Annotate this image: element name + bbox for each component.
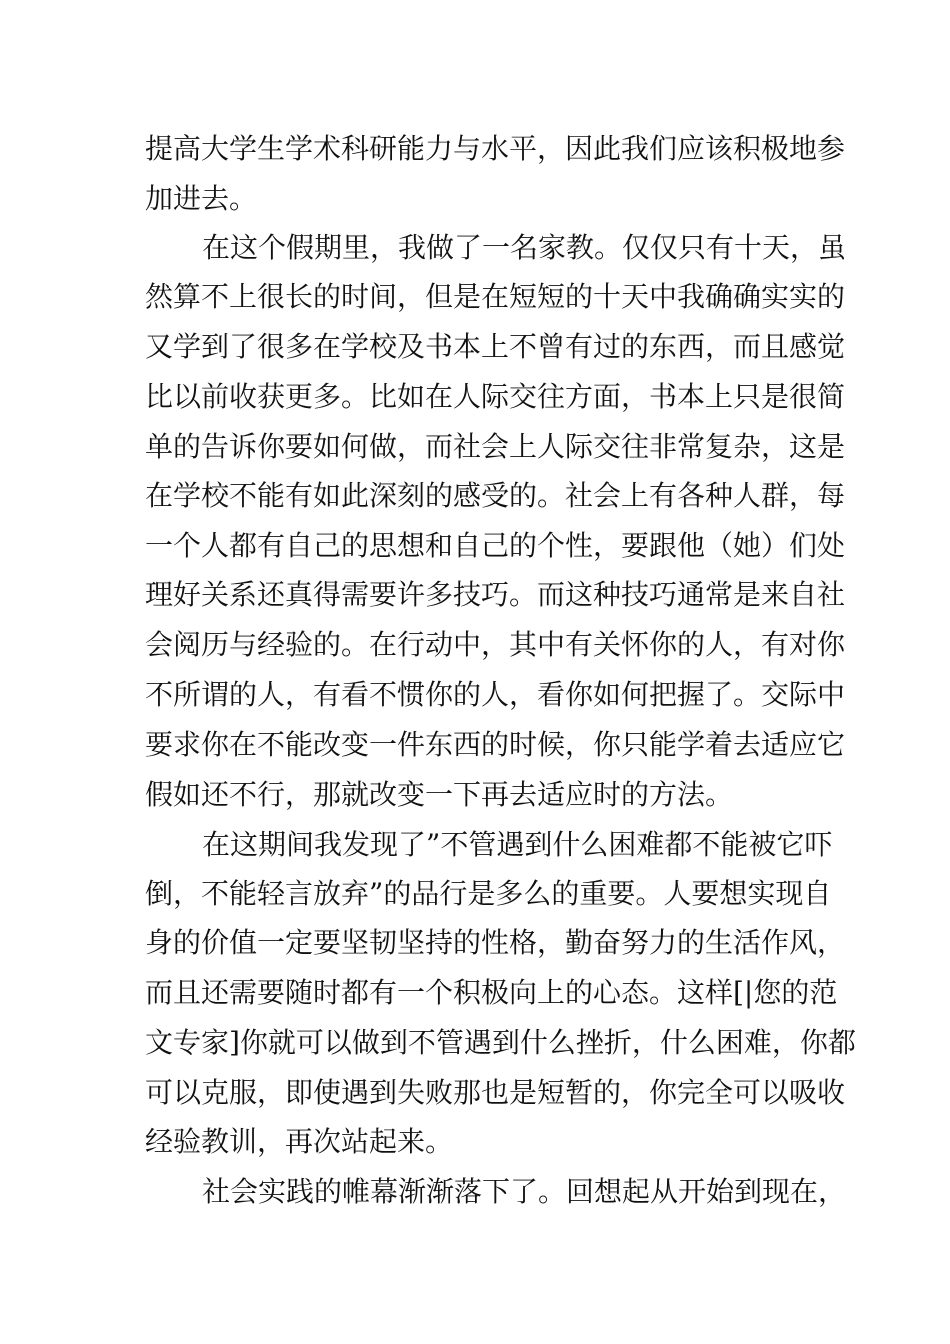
paragraph-first-line: 在这个假期里，我做了一名家教。仅仅只有十天，虽 bbox=[202, 231, 847, 264]
text-line: 会阅历与经验的。在行动中，其中有关怀你的人，有对你 bbox=[145, 628, 846, 661]
text-line: 比以前收获更多。比如在人际交往方面，书本上只是很简 bbox=[145, 380, 846, 413]
text-line: 身的价值一定要坚韧坚持的性格，勤奋努力的生活作风， bbox=[145, 926, 846, 959]
text-line: 提高大学生学术科研能力与水平，因此我们应该积极地参 bbox=[145, 132, 846, 165]
text-line: 可以克服，即使遇到失败那也是短暂的，你完全可以吸收 bbox=[145, 1076, 846, 1109]
text-line: 一个人都有自己的思想和自己的个性，要跟他（她）们处 bbox=[145, 529, 846, 562]
text-line: 不所谓的人，有看不惯你的人，看你如何把握了。交际中 bbox=[145, 678, 846, 711]
text-line: 文专家]你就可以做到不管遇到什么挫折，什么困难，你都 bbox=[145, 1026, 856, 1059]
text-line: 然算不上很长的时间，但是在短短的十天中我确确实实的 bbox=[145, 280, 846, 313]
text-line: 经验教训，再次站起来。 bbox=[145, 1125, 454, 1158]
paragraph-first-line: 社会实践的帷幕渐渐落下了。回想起从开始到现在， bbox=[202, 1175, 847, 1208]
text-line: 理好关系还真得需要许多技巧。而这种技巧通常是来自社 bbox=[145, 578, 846, 611]
text-line: 在学校不能有如此深刻的感受的。社会上有各种人群，每 bbox=[145, 479, 846, 512]
text-line: 又学到了很多在学校及书本上不曾有过的东西，而且感觉 bbox=[145, 330, 846, 363]
text-line: 假如还不行，那就改变一下再去适应时的方法。 bbox=[145, 778, 734, 811]
text-line: 单的告诉你要如何做，而社会上人际交往非常复杂，这是 bbox=[145, 430, 846, 463]
text-line: 倒，不能轻言放弃”的品行是多么的重要。人要想实现自 bbox=[145, 877, 832, 910]
text-line: 加进去。 bbox=[145, 182, 258, 215]
text-line: 而且还需要随时都有一个积极向上的心态。这样[|您的范 bbox=[145, 976, 838, 1009]
text-line: 要求你在不能改变一件东西的时候，你只能学着去适应它 bbox=[145, 728, 846, 761]
paragraph-first-line: 在这期间我发现了”不管遇到什么困难都不能被它吓 bbox=[202, 828, 833, 861]
